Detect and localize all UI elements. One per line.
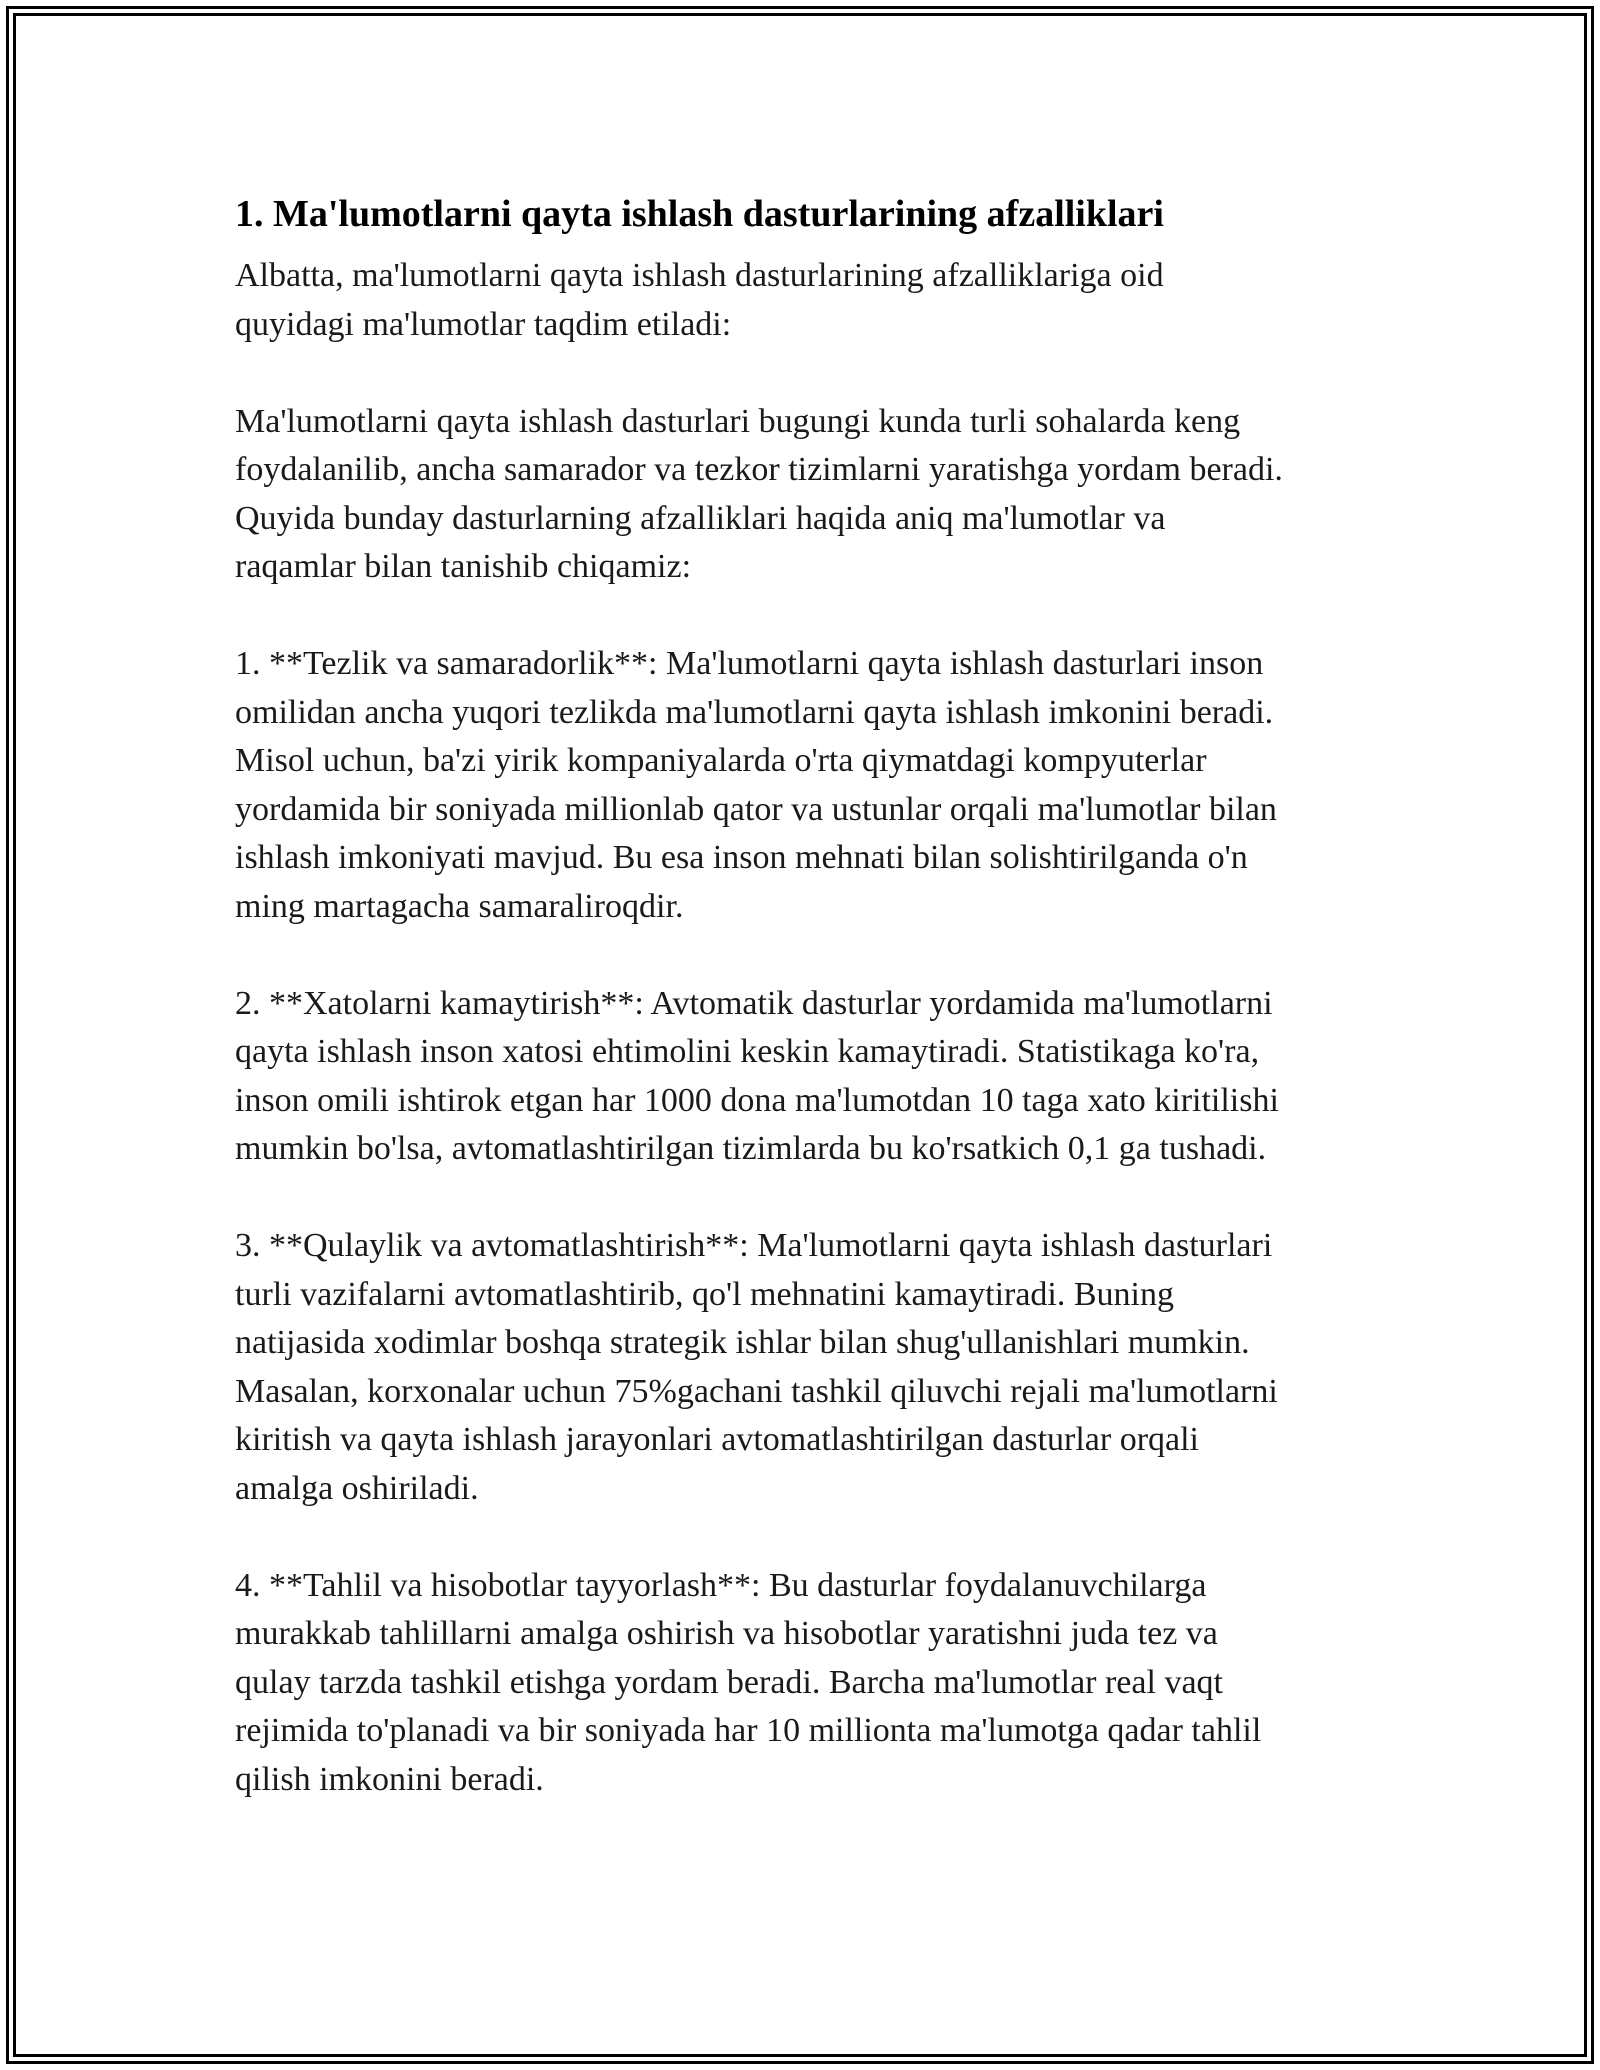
list-item-analysis: 4. **Tahlil va hisobotlar tayyorlash**: Bu dasturlar foydalanuvchilarga murakkab tahlillarni amalga oshirish va hisobotlar yaratishni juda tez va qulay tarzda tashkil etishga yordam beradi. Barcha ma'lumotlar real vaqt rejimida to'planadi va bir soniyada har 10 millionta ma'lumotga qadar tahlil qilish imkonini beradi. (235, 1566, 1262, 1798)
overview-paragraph: Ma'lumotlarni qayta ishlash dasturlari bugungi kunda turli sohalarda keng foydalanilib, ancha samarador va tezkor tizimlarni yaratishga yordam beradi. Quyida bunday dasturlarning afzalliklari haqida aniq ma'lumotlar va raqamlar bilan tanishib chiqamiz: (235, 402, 1283, 585)
intro-paragraph: Albatta, ma'lumotlarni qayta ishlash dasturlarining afzalliklariga oid quyidagi ma'lumotlar taqdim etiladi: (235, 257, 1164, 343)
list-item-errors: 2. **Xatolarni kamaytirish**: Avtomatik dasturlar yordamida ma'lumotlarni qayta ishlash inson xatosi ehtimolini keskin kamaytiradi. Statistikaga ko'ra, inson omili ishtirok etgan har 1000 dona ma'lumotdan 10 taga xato kiritilishi mumkin bo'lsa, avtomatlashtirilgan tizimlarda bu ko'rsatkich 0,1 ga tushadi. (235, 984, 1279, 1167)
list-item-automation: 3. **Qulaylik va avtomatlashtirish**: Ma'lumotlarni qayta ishlash dasturlari turli vazifalarni avtomatlashtirib, qo'l mehnatini kamaytiradi. Buning natijasida xodimlar boshqa strategik ishlar bilan shug'ullanishlari mumkin. Masalan, korxonalar uchun 75%gachani tashkil qiluvchi rejali ma'lumotlarni kiritish va qayta ishlash jarayonlari avtomatlashtirilgan dasturlar orqali amalga oshiriladi. (235, 1227, 1278, 1507)
document-title: 1. Ma'lumotlarni qayta ishlash dasturlarining afzalliklari (235, 193, 1164, 235)
document-body (235, 184, 1395, 1804)
list-item-speed: 1. **Tezlik va samaradorlik**: Ma'lumotlarni qayta ishlash dasturlari inson omilidan ancha yuqori tezlikda ma'lumotlarni qayta ishlash imkonini beradi. Misol uchun, ba'zi yirik kompaniyalarda o'rta qiymatdagi kompyuterlar yordamida bir soniyada millionlab qator va ustunlar orqali ma'lumotlar bilan ishlash imkoniyati mavjud. Bu esa inson mehnati bilan solishtirilganda o'n ming martagacha samaraliroqdir. (235, 645, 1277, 925)
